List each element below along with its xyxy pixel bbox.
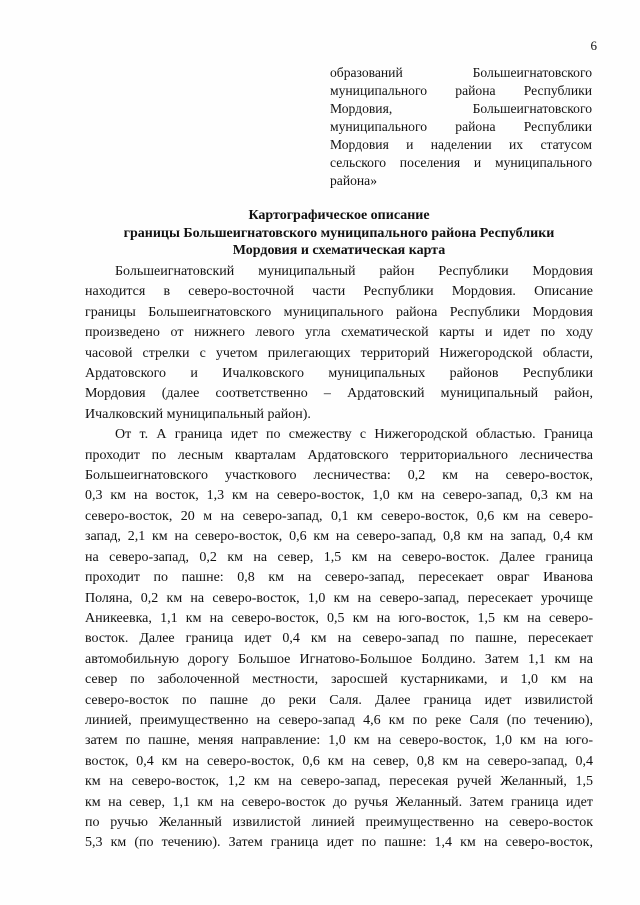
document-body [85, 262, 593, 854]
body-line: Поляна, 0,2 км на северо-восток, 1,0 км на северо-запад, пересекает урочище [85, 590, 593, 606]
body-line: км на северо-восток, 1,2 км на северо-запад, пересекая ручей Желанный, 1,5 [85, 774, 593, 790]
body-line: северо-восток, 20 м на северо-запад, 0,1 км северо-восток, 0,6 км на северо- [85, 508, 593, 524]
body-line: запад, 2,1 км на северо-восток, 0,6 км на северо-запад, 0,8 км на запад, 0,4 км [85, 529, 593, 545]
body-line: От т. А граница идет по смежеству с Нижегородской областью. Граница [115, 427, 593, 443]
body-line: по ручью Желанный извилистой линией преимущественно на северо-восток [85, 814, 593, 830]
header-line: Мордовия, Большеигнатовского [330, 101, 592, 116]
body-line: Большеигнатовского участкового лесничества: 0,2 км на северо-восток, [85, 468, 593, 484]
body-line: границы Большеигнатовского муниципального района Республики Мордовия [85, 304, 593, 320]
body-line: линией, преимущественно на северо-запад 4,6 км по реке Саля (по течению), [85, 712, 593, 728]
header-reference-block [330, 64, 592, 190]
header-line: образований Большеигнатовского [330, 65, 592, 80]
body-line: км на север, 1,1 км на северо-восток до ручья Желанный. Затем граница идет [85, 794, 593, 810]
title-line: Мордовия и схематическая карта [232, 243, 446, 258]
body-line: 5,3 км (по течению). Затем граница идет по пашне: 1,4 км на северо-восток, [85, 835, 593, 851]
body-line: 0,3 км на восток, 1,3 км на северо-восток, 1,0 км на северо-запад, 0,3 км на [85, 488, 593, 504]
header-line: района» [330, 173, 378, 188]
document-title [85, 207, 593, 260]
header-line: Мордовия и наделении их статусом [330, 137, 592, 152]
body-line: Аникеевка, 1,1 км на северо-восток, 0,5 км на юго-восток, 1,5 км на северо- [85, 610, 593, 626]
body-line: Большеигнатовский муниципальный район Республики Мордовия [115, 264, 593, 279]
body-line: проходит по пашне: 0,8 км на северо-запад, пересекает овраг Иванова [85, 570, 593, 586]
body-line: произведено от нижнего левого угла схематической карты и идет по ходу [85, 325, 593, 341]
body-line: восток. Далее граница идет 0,4 км на северо-запад по пашне, пересекает [85, 631, 593, 647]
title-line: Картографическое описание [248, 208, 430, 223]
body-line: Ичалковский муниципальный район). [85, 406, 311, 422]
body-line: автомобильную дорогу Большое Игнатово-Большое Болдино. Затем 1,1 км на [85, 651, 593, 667]
body-line: часовой стрелки с учетом прилегающих территорий Нижегородской области, [85, 345, 593, 361]
body-line: север по заболоченной местности, заросшей кустарниками, и 1,0 км на [85, 672, 593, 688]
header-line: муниципального района Республики [330, 83, 592, 98]
page-number: 6 [590, 38, 597, 53]
body-line: на северо-запад, 0,2 км на север, 1,5 км на северо-восток. Далее граница [85, 549, 593, 565]
body-line: затем по пашне, меняя направление: 1,0 км на северо-восток, 1,0 км на юго- [85, 733, 593, 749]
body-line: Мордовия (далее соответственно – Ардатовский муниципальный район, [85, 386, 593, 402]
body-line: восток, 0,4 км на северо-восток, 0,6 км на север, 0,8 км на северо-запад, 0,4 [85, 753, 593, 769]
title-line: границы Большеигнатовского муниципального района Республики [123, 225, 555, 241]
body-line: находится в северо-восточной части Республики Мордовия. Описание [85, 284, 593, 300]
header-line: сельского поселения и муниципального [330, 155, 592, 170]
body-line: Ардатовского и Ичалковского муниципальных районов Республики [85, 366, 593, 382]
header-line: муниципального района Республики [330, 119, 592, 134]
body-line: проходит по лесным кварталам Ардатовского территориального лесничества [85, 447, 593, 463]
body-line: северо-восток по пашне до реки Саля. Далее граница идет извилистой [85, 692, 593, 708]
